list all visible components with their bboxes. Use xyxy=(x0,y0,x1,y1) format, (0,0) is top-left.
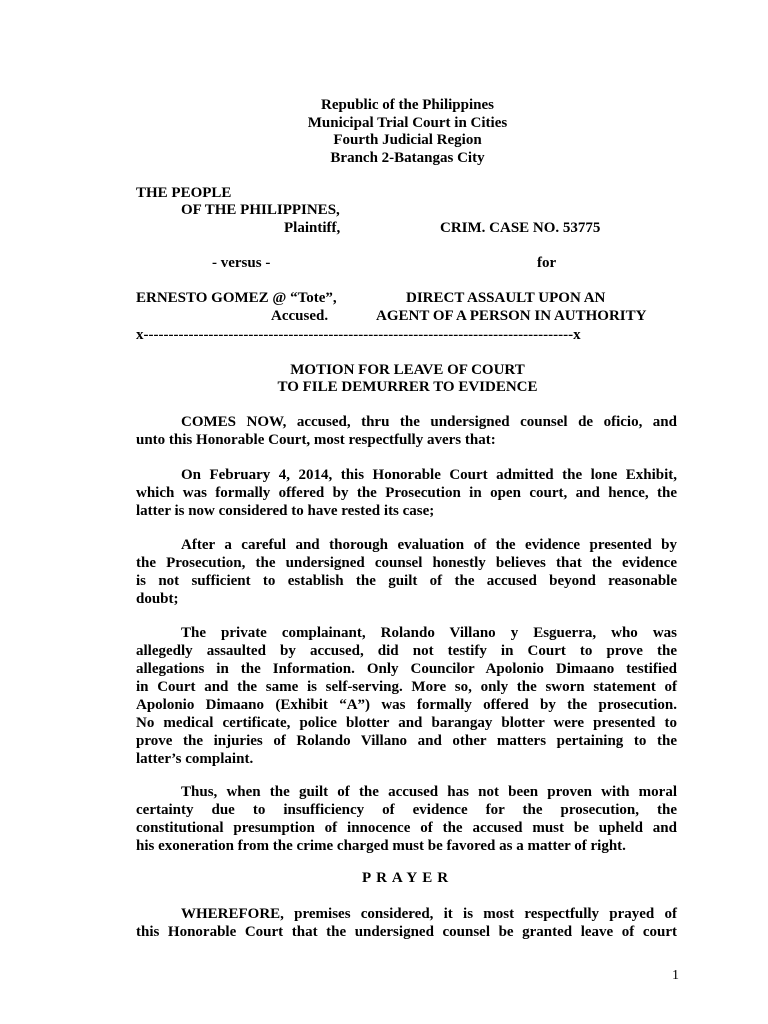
header-republic: Republic of the Philippines xyxy=(321,97,494,113)
paragraph-line: Thus, when the guilt of the accused has not been proven with moral xyxy=(181,784,677,800)
paragraph-line: latter’s complaint. xyxy=(136,751,254,767)
paragraph-line: certainty due to insufficiency of evidence for the prosecution, the xyxy=(136,802,677,818)
motion-title-line2: TO FILE DEMURRER TO EVIDENCE xyxy=(277,379,538,395)
plaintiff-line2: OF THE PHILIPPINES, xyxy=(181,202,340,218)
charge-line1: DIRECT ASSAULT UPON AN xyxy=(406,290,606,306)
paragraph-line: prove the injuries of Rolando Villano and other matters pertaining to the xyxy=(136,733,677,749)
paragraph-line: is not sufficient to establish the guilt of the accused beyond reasonable xyxy=(136,573,677,589)
paragraph-line: the Prosecution, the undersigned counsel honestly believes that the evidence xyxy=(136,555,677,571)
motion-title-line1: MOTION FOR LEAVE OF COURT xyxy=(290,362,525,378)
paragraph-evaluation xyxy=(136,536,677,608)
paragraph-line: unto this Honorable Court, most respectfully avers that: xyxy=(136,432,496,448)
paragraph-thus xyxy=(136,783,677,855)
paragraph-line: latter is now considered to have rested its case; xyxy=(136,503,435,519)
accused-name: ERNESTO GOMEZ @ “Tote”, xyxy=(136,290,337,306)
paragraph-line: On February 4, 2014, this Honorable Court admitted the lone Exhibit, xyxy=(181,467,677,483)
paragraph-wherefore xyxy=(136,905,677,941)
prayer-heading: PRAYER xyxy=(361,870,454,886)
paragraph-comes-now xyxy=(136,413,677,449)
accused-role: Accused. xyxy=(271,308,329,324)
paragraph-line: allegations in the Information. Only Councilor Apolonio Dimaano testified xyxy=(136,661,677,677)
paragraph-line: WHEREFORE, premises considered, it is most respectfully prayed of xyxy=(181,906,677,922)
charge-line2: AGENT OF A PERSON IN AUTHORITY xyxy=(376,308,647,324)
caption-divider: x--------------------------------------------------------------------------------------x xyxy=(136,327,581,343)
case-number: CRIM. CASE NO. 53775 xyxy=(440,220,601,236)
for-label: for xyxy=(537,255,557,271)
paragraph-line: No medical certificate, police blotter and barangay blotter were presented to xyxy=(136,715,677,731)
header-court: Municipal Trial Court in Cities xyxy=(307,115,508,131)
header-region: Fourth Judicial Region xyxy=(333,132,482,148)
paragraph-line: After a careful and thorough evaluation of the evidence presented by xyxy=(181,537,677,553)
paragraph-line: The private complainant, Rolando Villano y Esguerra, who was xyxy=(181,625,677,641)
paragraph-exhibit-admitted xyxy=(136,466,677,520)
paragraph-line: Apolonio Dimaano (Exhibit “A”) was formally offered by the prosecution. xyxy=(136,697,677,713)
paragraph-line: this Honorable Court that the undersigned counsel be granted leave of court xyxy=(136,924,677,940)
paragraph-line: which was formally offered by the Prosecution in open court, and hence, the xyxy=(136,485,677,501)
plaintiff-role: Plaintiff, xyxy=(284,220,341,236)
paragraph-private-complainant xyxy=(136,624,677,768)
plaintiff-line1: THE PEOPLE xyxy=(136,185,232,201)
paragraph-line: COMES NOW, accused, thru the undersigned counsel de oficio, and xyxy=(181,414,677,430)
paragraph-line: doubt; xyxy=(136,591,179,607)
page-number: 1 xyxy=(672,968,679,983)
header-branch: Branch 2-Batangas City xyxy=(330,150,485,166)
paragraph-line: his exoneration from the crime charged must be favored as a matter of right. xyxy=(136,838,626,854)
versus-label: - versus - xyxy=(212,255,271,271)
paragraph-line: allegedly assaulted by accused, did not testify in Court to prove the xyxy=(136,643,677,659)
paragraph-line: constitutional presumption of innocence of the accused must be upheld and xyxy=(136,820,677,836)
paragraph-line: in Court and the same is self-serving. More so, only the sworn statement of xyxy=(136,679,677,695)
